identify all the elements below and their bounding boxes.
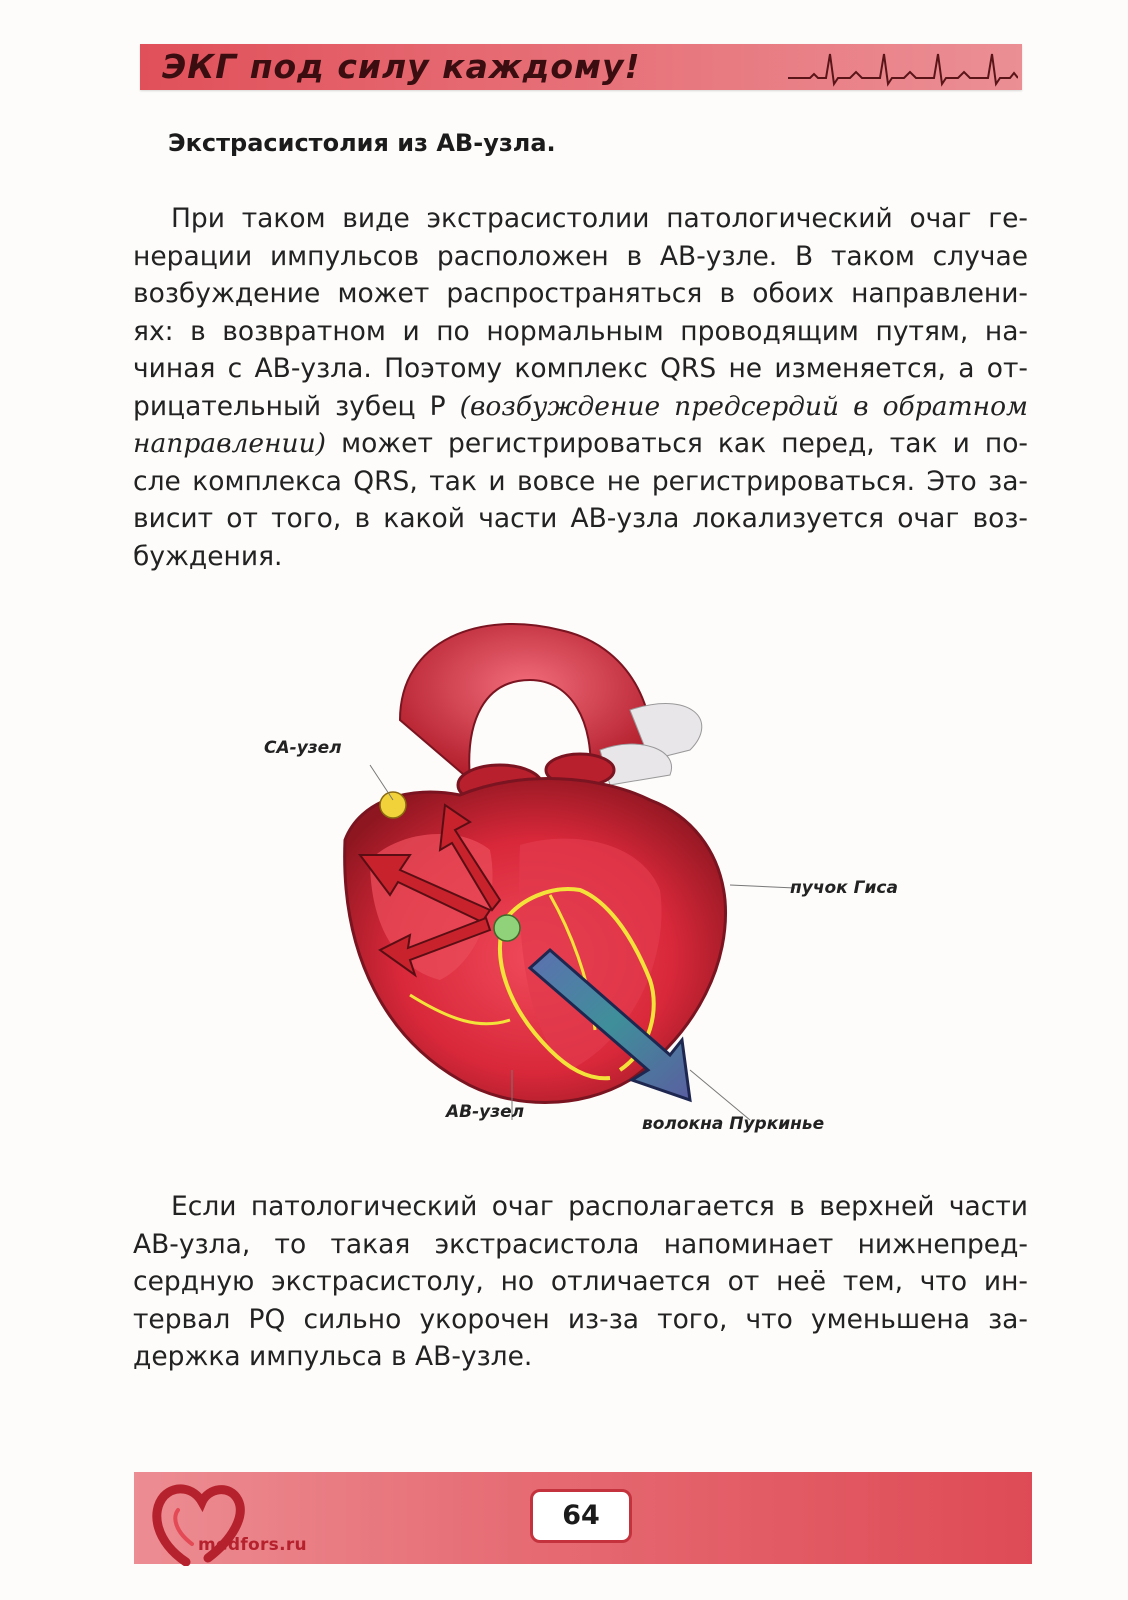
- text-line: тервал PQ сильно укорочен из-за того, что уменьшена за-: [133, 1303, 1028, 1335]
- book-title: ЭКГ под силу каждому!: [162, 47, 641, 86]
- text-fragment: рицательный зубец Р: [133, 390, 460, 422]
- text-fragment: может регистрироваться как перед, так и по-: [326, 428, 1028, 459]
- paragraph-1: [133, 200, 1028, 575]
- av-node-marker: [494, 915, 520, 941]
- paragraph-2: [133, 1188, 1028, 1376]
- italic-text: (возбуждение предсердий в обратном: [459, 390, 1028, 422]
- page-number: 64: [530, 1489, 632, 1543]
- text-line: нерации импульсов расположен в АВ-узле. В таком случае: [133, 240, 1028, 272]
- label-purkinje: волокна Пуркинье: [642, 1114, 825, 1134]
- text-line: Если патологический очаг располагается в верхней части: [171, 1191, 1028, 1222]
- sa-node-marker: [380, 792, 406, 818]
- label-sa-node: СА-узел: [264, 738, 342, 758]
- text-line: сле комплекса QRS, так и вовсе не регистрироваться. Это за-: [133, 465, 1028, 497]
- text-line: При таком виде экстрасистолии патологический очаг ге-: [171, 203, 1028, 234]
- text-line: буждения.: [133, 540, 283, 572]
- ecg-trace-icon: [788, 46, 1018, 88]
- text-line: АВ-узла, то такая экстрасистола напоминает нижнепред-: [133, 1228, 1028, 1260]
- text-line: держка импульса в АВ-узле.: [133, 1341, 533, 1372]
- text-line: сердную экстрасистолу, но отличается от неё тем, что ин-: [133, 1266, 1028, 1297]
- heart-conduction-figure: [250, 600, 930, 1160]
- text-line: ях: в возвратном и по нормальным проводящим путям, на-: [133, 315, 1028, 347]
- logo-text: medfors.ru: [198, 1535, 307, 1555]
- label-his-bundle: пучок Гиса: [790, 878, 898, 898]
- text-line: висит от того, в какой части АВ-узла локализуется очаг воз-: [133, 503, 1028, 534]
- section-heading: Экстрасистолия из АВ-узла.: [168, 129, 556, 157]
- text-line: [133, 388, 1028, 426]
- text-line: чиная с АВ-узла. Поэтому комплекс QRS не изменяется, а от-: [133, 353, 1028, 384]
- italic-text: направлении): [133, 428, 326, 459]
- text-line: [133, 425, 1028, 463]
- label-av-node: АВ-узел: [446, 1102, 525, 1122]
- header-banner: [140, 44, 1022, 90]
- text-line: возбуждение может распространяться в обоих направлени-: [133, 278, 1028, 309]
